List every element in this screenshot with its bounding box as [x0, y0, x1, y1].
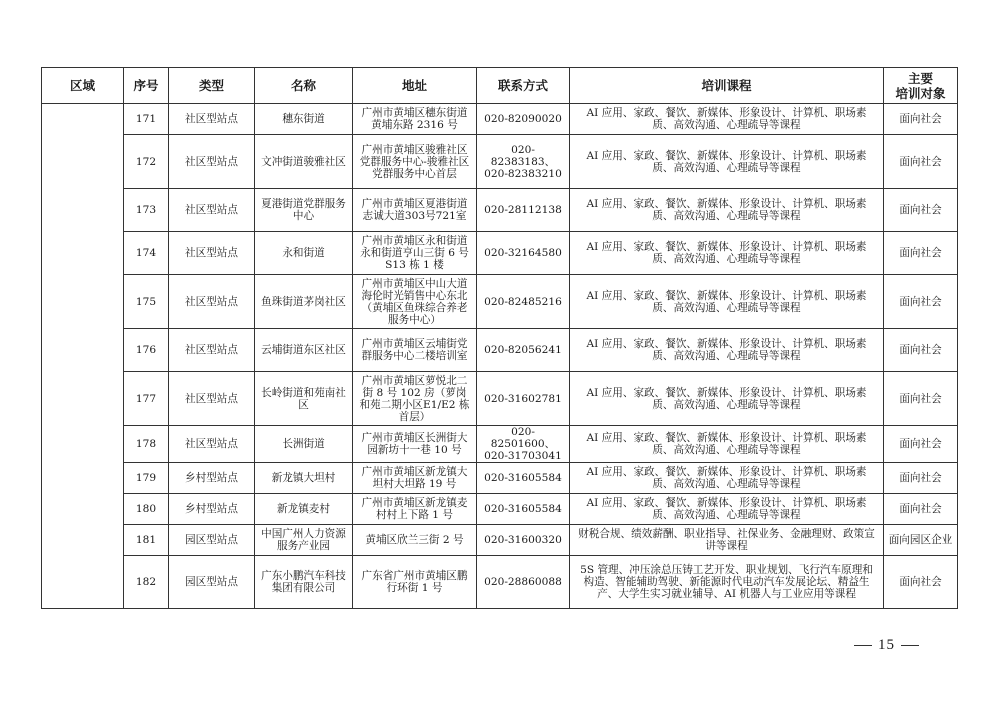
contact-cell: 020-82056241: [477, 329, 570, 372]
type-cell: 社区型站点: [169, 232, 255, 275]
document-sheet: [41, 67, 957, 609]
table-row: [42, 372, 958, 426]
header-courses: 培训课程: [570, 68, 884, 104]
name-cell: 穗东街道: [255, 104, 353, 135]
target-cell: 面向社会: [884, 275, 958, 329]
name-cell: 永和街道: [255, 232, 353, 275]
table-row: [42, 275, 958, 329]
header-region: 区域: [42, 68, 124, 104]
header-target: [884, 68, 958, 104]
address-cell: 黄埔区欣兰三街 2 号: [353, 525, 477, 556]
address-cell: 广州市黄埔区中山大道海伦时光销售中心东北（黄埔区鱼珠综合养老服务中心）: [353, 275, 477, 329]
table-row: [42, 463, 958, 494]
seq-cell: 175: [124, 275, 169, 329]
seq-cell: 182: [124, 556, 169, 609]
type-cell: 社区型站点: [169, 135, 255, 189]
name-cell: 新龙镇麦村: [255, 494, 353, 525]
seq-cell: 171: [124, 104, 169, 135]
seq-cell: 178: [124, 426, 169, 463]
name-cell: 长洲街道: [255, 426, 353, 463]
table-row: [42, 556, 958, 609]
type-cell: 乡村型站点: [169, 494, 255, 525]
table-row: [42, 329, 958, 372]
name-cell: 夏港街道党群服务中心: [255, 189, 353, 232]
name-cell: 鱼珠街道茅岗社区: [255, 275, 353, 329]
page-number-dash-right: [901, 645, 919, 646]
target-cell: 面向社会: [884, 463, 958, 494]
seq-cell: 172: [124, 135, 169, 189]
courses-cell: AI 应用、家政、餐饮、新媒体、形象设计、计算机、职场素质、高效沟通、心理疏导等课程: [570, 329, 884, 372]
table-row: [42, 494, 958, 525]
courses-cell: AI 应用、家政、餐饮、新媒体、形象设计、计算机、职场素质、高效沟通、心理疏导等课程: [570, 135, 884, 189]
seq-cell: 179: [124, 463, 169, 494]
address-cell: 广州市黄埔区新龙镇麦村村上下路 1 号: [353, 494, 477, 525]
type-cell: 社区型站点: [169, 275, 255, 329]
header-seq: 序号: [124, 68, 169, 104]
target-cell: 面向社会: [884, 494, 958, 525]
table-row: [42, 232, 958, 275]
address-cell: 广州市黄埔区夏港街道志诚大道303号721室: [353, 189, 477, 232]
courses-cell: AI 应用、家政、餐饮、新媒体、形象设计、计算机、职场素质、高效沟通、心理疏导等课程: [570, 275, 884, 329]
contact-cell: 020-28112138: [477, 189, 570, 232]
seq-cell: 177: [124, 372, 169, 426]
target-cell: 面向社会: [884, 104, 958, 135]
page-number-value: 15: [878, 637, 895, 653]
courses-cell: 财税合规、绩效薪酬、职业指导、社保业务、金融理财、政策宣讲等课程: [570, 525, 884, 556]
address-cell: 广州市黄埔区新龙镇大坦村大坦路 19 号: [353, 463, 477, 494]
training-sites-table: [41, 67, 958, 609]
region-cell: [42, 104, 124, 609]
seq-cell: 174: [124, 232, 169, 275]
table-header-row: [42, 68, 958, 104]
table-row: [42, 525, 958, 556]
target-cell: 面向社会: [884, 329, 958, 372]
courses-cell: AI 应用、家政、餐饮、新媒体、形象设计、计算机、职场素质、高效沟通、心理疏导等课程: [570, 494, 884, 525]
target-cell: 面向社会: [884, 232, 958, 275]
contact-cell: 020-82090020: [477, 104, 570, 135]
contact-cell: 020-31605584: [477, 463, 570, 494]
contact-cell: 020-32164580: [477, 232, 570, 275]
target-cell: 面向社会: [884, 135, 958, 189]
name-cell: 长岭街道和苑南社区: [255, 372, 353, 426]
target-cell: 面向社会: [884, 189, 958, 232]
target-cell: 面向社会: [884, 556, 958, 609]
contact-cell: 020-82501600、020-31703041: [477, 426, 570, 463]
name-cell: 文冲街道骏雅社区: [255, 135, 353, 189]
address-cell: 广州市黄埔区萝悦北二街 8 号 102 房（萝岗和苑二期小区E1/E2 栋首层）: [353, 372, 477, 426]
courses-cell: AI 应用、家政、餐饮、新媒体、形象设计、计算机、职场素质、高效沟通、心理疏导等课程: [570, 463, 884, 494]
header-contact: 联系方式: [477, 68, 570, 104]
type-cell: 社区型站点: [169, 104, 255, 135]
type-cell: 社区型站点: [169, 372, 255, 426]
type-cell: 社区型站点: [169, 189, 255, 232]
seq-cell: 176: [124, 329, 169, 372]
courses-cell: AI 应用、家政、餐饮、新媒体、形象设计、计算机、职场素质、高效沟通、心理疏导等课程: [570, 104, 884, 135]
table-row: [42, 104, 958, 135]
header-type: 类型: [169, 68, 255, 104]
type-cell: 社区型站点: [169, 426, 255, 463]
table-row: [42, 135, 958, 189]
address-cell: 广州市黄埔区长洲街大园新坊十一巷 10 号: [353, 426, 477, 463]
seq-cell: 173: [124, 189, 169, 232]
address-cell: 广州市黄埔区永和街道永和街道亨山三街 6 号 S13 栋 1 楼: [353, 232, 477, 275]
address-cell: 广州市黄埔区骏雅社区党群服务中心-骏雅社区党群服务中心首层: [353, 135, 477, 189]
courses-cell: AI 应用、家政、餐饮、新媒体、形象设计、计算机、职场素质、高效沟通、心理疏导等课程: [570, 426, 884, 463]
address-cell: 广州市黄埔区穗东街道黄埔东路 2316 号: [353, 104, 477, 135]
type-cell: 园区型站点: [169, 556, 255, 609]
target-cell: 面向社会: [884, 372, 958, 426]
header-name: 名称: [255, 68, 353, 104]
header-address: 地址: [353, 68, 477, 104]
contact-cell: 020-31602781: [477, 372, 570, 426]
courses-cell: AI 应用、家政、餐饮、新媒体、形象设计、计算机、职场素质、高效沟通、心理疏导等课程: [570, 232, 884, 275]
table-row: [42, 189, 958, 232]
page-number: [848, 637, 925, 654]
name-cell: 云埔街道东区社区: [255, 329, 353, 372]
table-body: [42, 104, 958, 609]
page-number-dash-left: [854, 645, 872, 646]
contact-cell: 020-31600320: [477, 525, 570, 556]
name-cell: 广东小鹏汽车科技集团有限公司: [255, 556, 353, 609]
contact-cell: 020-31605584: [477, 494, 570, 525]
name-cell: 新龙镇大坦村: [255, 463, 353, 494]
seq-cell: 181: [124, 525, 169, 556]
target-cell: 面向园区企业: [884, 525, 958, 556]
type-cell: 乡村型站点: [169, 463, 255, 494]
name-cell: 中国广州人力资源服务产业园: [255, 525, 353, 556]
courses-cell: AI 应用、家政、餐饮、新媒体、形象设计、计算机、职场素质、高效沟通、心理疏导等课程: [570, 372, 884, 426]
courses-cell: 5S 管理、冲压涂总压铸工艺开发、职业规划、飞行汽车原理和构造、智能辅助驾驶、新能源时代电动汽车发展论坛、精益生产、大学生实习就业辅导、AI 机器人与工业应用等课程: [570, 556, 884, 609]
target-cell: 面向社会: [884, 426, 958, 463]
address-cell: 广州市黄埔区云埔街党群服务中心二楼培训室: [353, 329, 477, 372]
contact-cell: 020-82485216: [477, 275, 570, 329]
table-row: [42, 426, 958, 463]
header-target-line2: 培训对象: [895, 85, 946, 101]
contact-cell: 020-28860088: [477, 556, 570, 609]
header-target-line1: 主要: [907, 70, 933, 86]
type-cell: 园区型站点: [169, 525, 255, 556]
type-cell: 社区型站点: [169, 329, 255, 372]
address-cell: 广东省广州市黄埔区鹏行环街 1 号: [353, 556, 477, 609]
contact-cell: 020-82383183、020-82383210: [477, 135, 570, 189]
seq-cell: 180: [124, 494, 169, 525]
courses-cell: AI 应用、家政、餐饮、新媒体、形象设计、计算机、职场素质、高效沟通、心理疏导等课程: [570, 189, 884, 232]
